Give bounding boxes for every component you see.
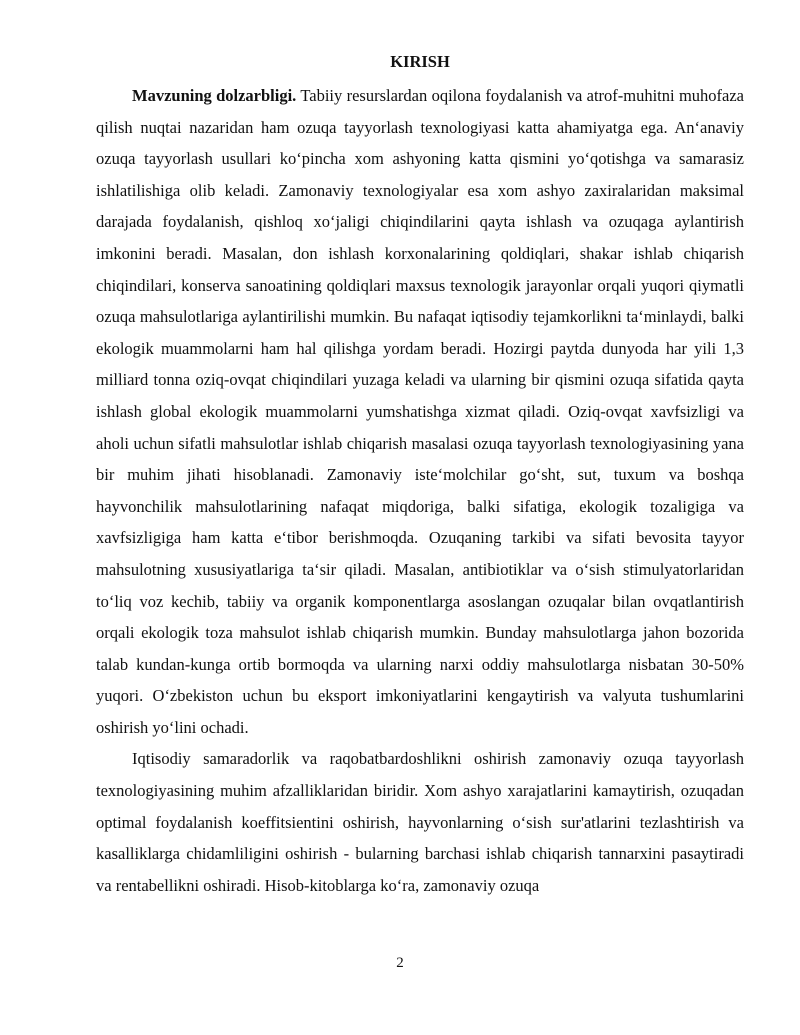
document-page: [96, 52, 744, 901]
section-heading: KIRISH: [390, 52, 450, 71]
paragraph-text: Iqtisodiy samaradorlik va raqobatbardoshlikni oshirish zamonaviy ozuqa tayyorlash texnologiyasining muhim afzalliklaridan biridir. Xom ashyo xarajatlarini kamaytirish, ozuqadan optimal foydalanish koeffitsientini oshirish, hayvonlarning o‘sish sur'atlarini tezlashtirish va kasalliklarga chidamliligini oshirish - bularning barchasi ishlab chiqarish tannarxini pasaytiradi va rentabellikni oshiradi. Hisob-kitoblarga ko‘ra, zamonaviy ozuqa: [96, 749, 744, 895]
paragraph-text: Tabiiy resurslardan oqilona foydalanish va atrof-muhitni muhofaza qilish nuqtai nazaridan ham ozuqa tayyorlash texnologiyasi katta ahamiyatga ega. An‘anaviy ozuqa tayyorlash usullari ko‘pincha xom ashyoning katta qismini yo‘qotishga va samarasiz ishlatilishiga olib keladi. Zamonaviy texnologiyalar esa xom ashyo zaxiralaridan maksimal darajada foydalanish, qishloq xo‘jaligi chiqindilarini qayta ishlash va ozuqaga aylantirish imkonini beradi. Masalan, don ishlash korxonalarining qoldiqlari, shakar ishlab chiqarish chiqindilari, konserva sanoatining qoldiqlari maxsus texnologik jarayonlar orqali yuqori qiymatli ozuqa mahsulotlariga aylantirilishi mumkin. Bu nafaqat iqtisodiy tejamkorlikni ta‘minlaydi, balki ekologik muammolarni ham hal qilishga yordam beradi. Hozirgi paytda dunyoda har yili 1,3 milliard tonna oziq-ovqat chiqindilari yuzaga keladi va ularning bir qismini ozuqa sifatida qayta ishlash global ekologik muammolarni yumshatishga xizmat qiladi. Oziq-ovqat xavfsizligi va aholi uchun sifatli mahsulotlar ishlab chiqarish masalasi ozuqa tayyorlash texnologiyasining yana bir muhim jihati hisoblanadi. Zamonaviy iste‘molchilar go‘sht, sut, tuxum va boshqa hayvonchilik mahsulotlarining nafaqat miqdoriga, balki sifatiga, ekologik tozaligiga va xavfsizligiga ham katta e‘tibor berishmoqda. Ozuqaning tarkibi va sifati bevosita tayyor mahsulotning xususiyatlariga ta‘sir qiladi. Masalan, antibiotiklar va o‘sish stimulyatorlaridan to‘liq voz kechib, tabiiy va organik komponentlarga asoslangan ozuqalar bilan ovqatlantirish orqali ekologik toza mahsulot ishlab chiqarish mumkin. Bunday mahsulotlarga jahon bozorida talab kundan-kunga ortib bormoqda va ularning narxi oddiy mahsulotlarga nisbatan 30-50% yuqori. O‘zbekiston uchun bu eksport imkoniyatlarini kengaytirish va valyuta tushumlarini oshirish yo‘lini ochadi.: [96, 86, 744, 737]
paragraph-lead: Mavzuning dolzarbligi.: [132, 86, 297, 105]
page-number: 2: [396, 955, 404, 971]
paragraph-economic-efficiency: [96, 743, 744, 901]
paragraph-relevance: [96, 80, 744, 743]
